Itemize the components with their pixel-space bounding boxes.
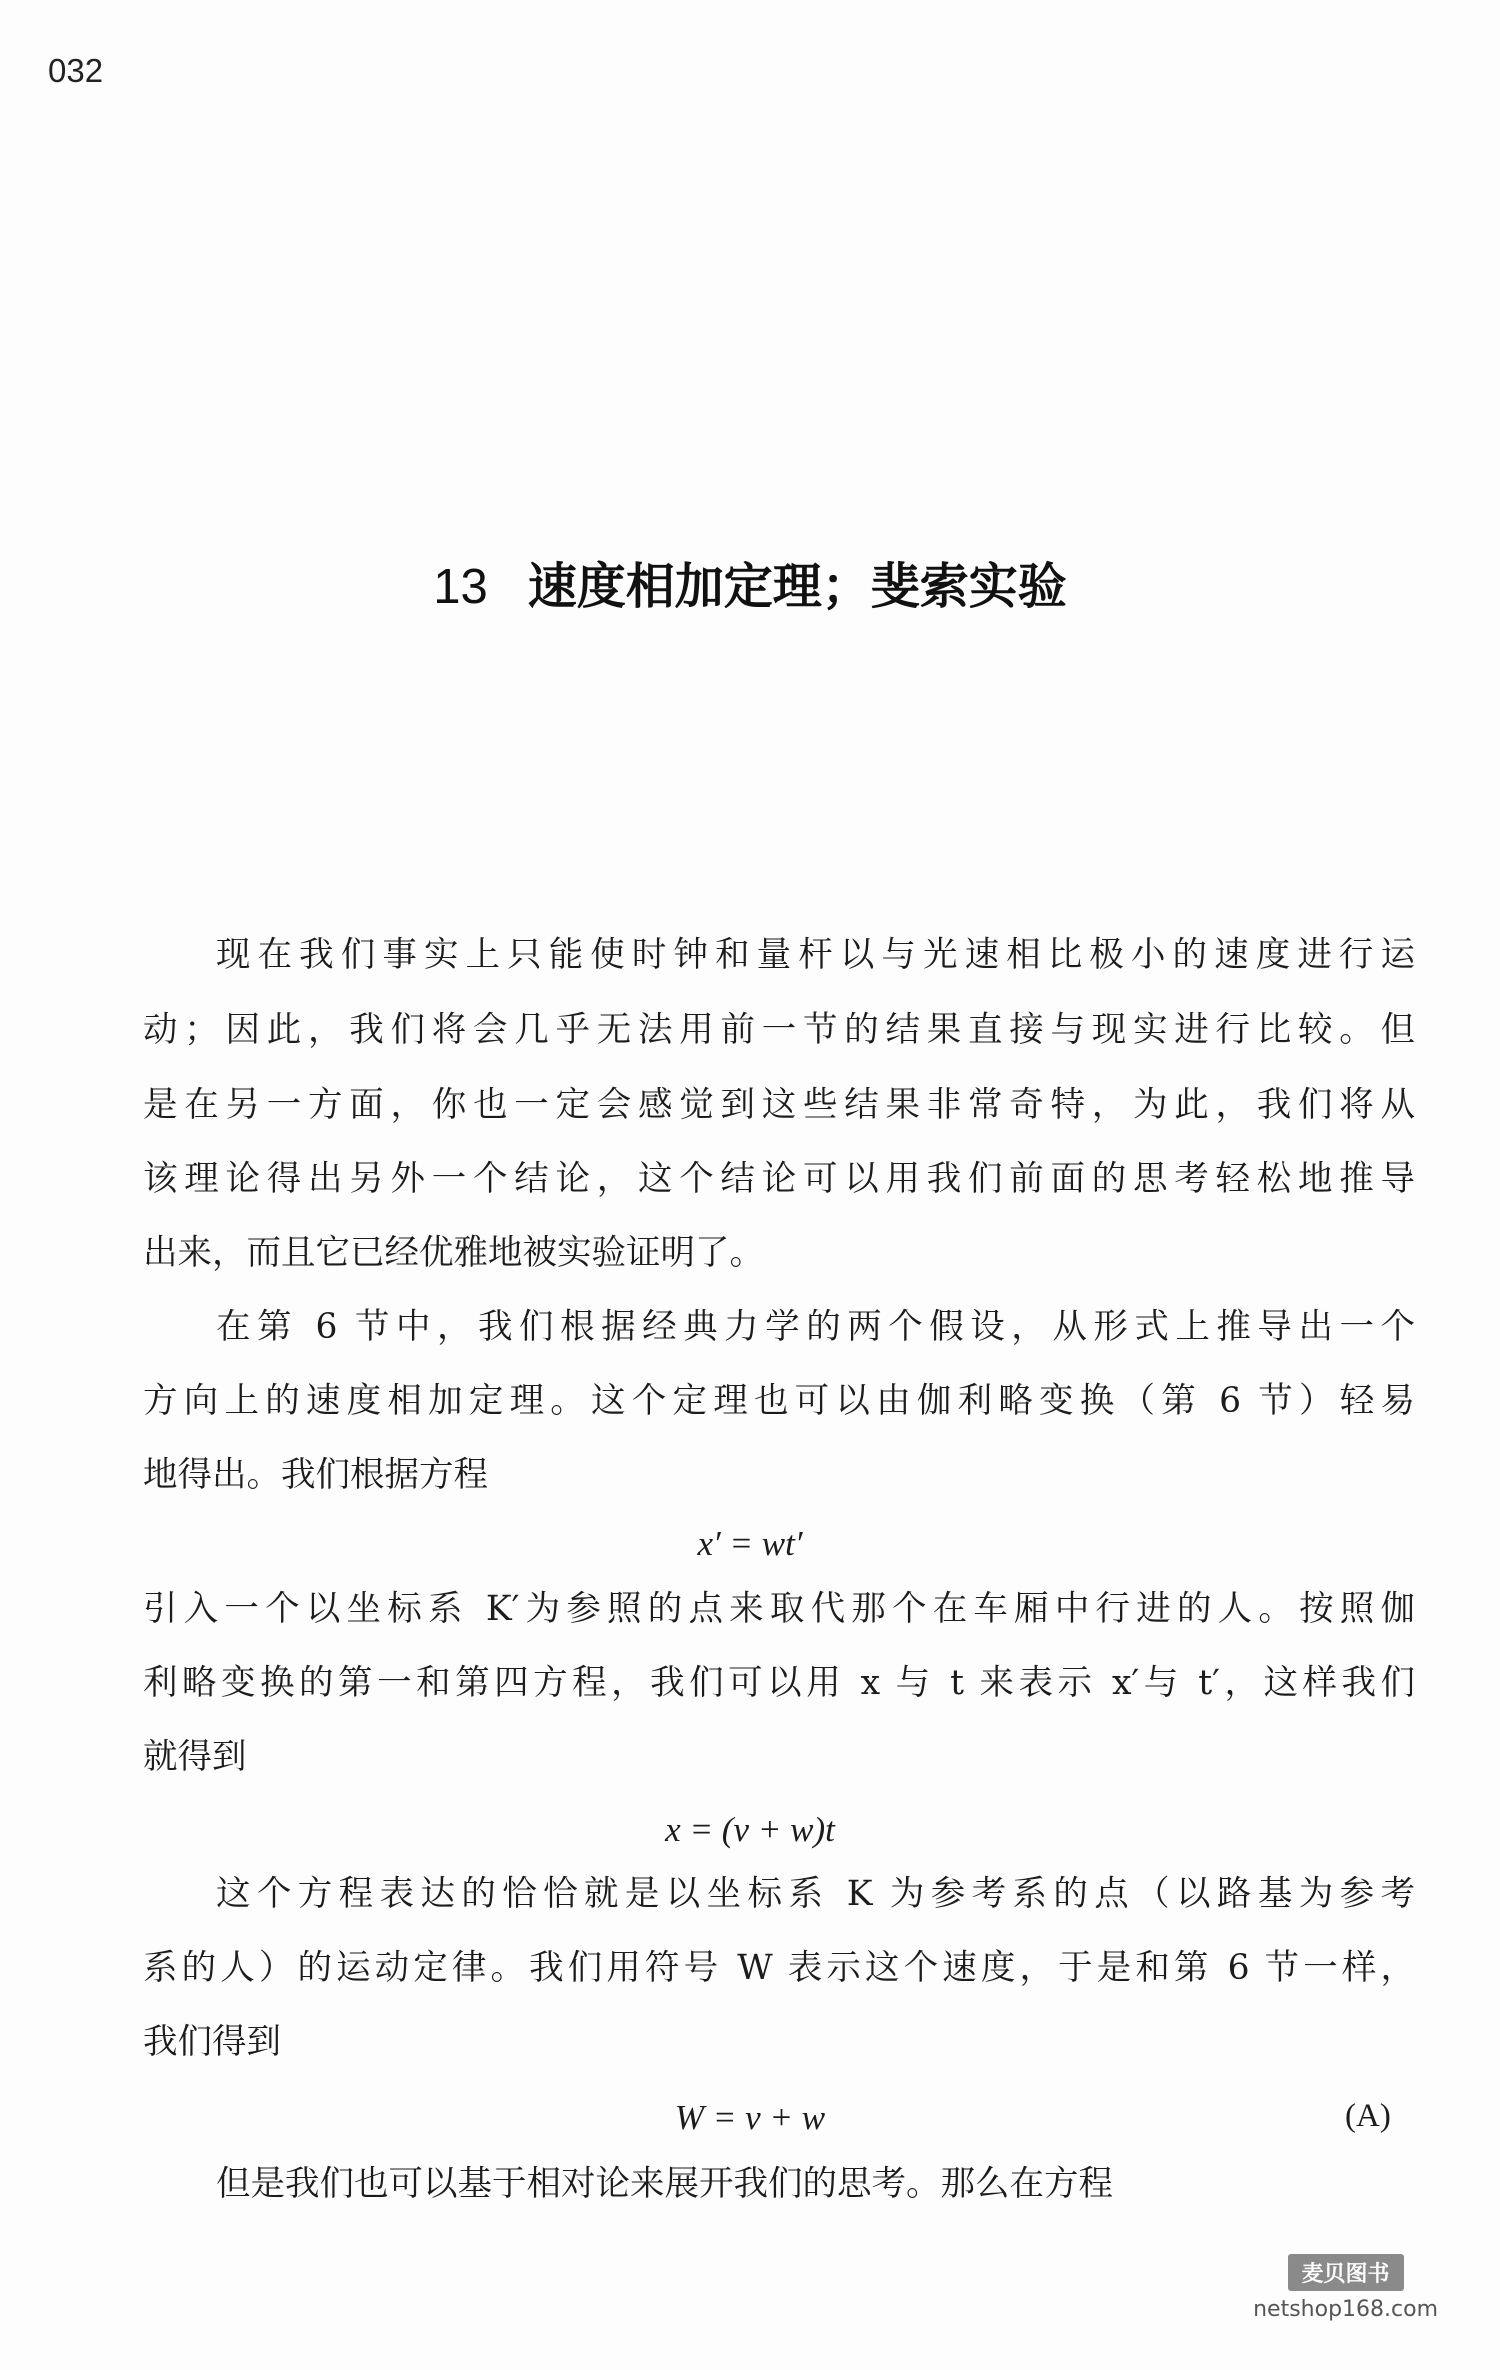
body-line: 该理论得出另外一个结论，这个结论可以用我们前面的思考轻松地推导 xyxy=(143,1159,1415,1199)
body-line: 现在我们事实上只能使时钟和量杆以与光速相比极小的速度进行运 xyxy=(216,935,1415,975)
body-line: 我们得到 xyxy=(143,2022,281,2062)
body-line: 就得到 xyxy=(143,1737,247,1777)
body-line: 地得出。我们根据方程 xyxy=(143,1455,488,1495)
equation-x: x = (v + w)t xyxy=(665,1810,835,1849)
page-number: 032 xyxy=(48,52,104,89)
equation-label: (A) xyxy=(1345,2098,1391,2134)
body-line: 利略变换的第一和第四方程，我们可以用 x 与 t 来表示 x′与 t′，这样我们 xyxy=(143,1663,1415,1703)
body-line: 这个方程表达的恰恰就是以坐标系 K 为参考系的点（以路基为参考 xyxy=(216,1874,1415,1914)
body-line: 系的人）的运动定律。我们用符号 W 表示这个速度，于是和第 6 节一样， xyxy=(143,1948,1415,1988)
body-line: 在第 6 节中，我们根据经典力学的两个假设，从形式上推导出一个 xyxy=(216,1307,1415,1347)
chapter-title-text: 速度相加定理；斐索实验 xyxy=(527,558,1067,615)
watermark-brand: 麦贝图书 xyxy=(1288,2254,1404,2291)
equation-x-prime: x′ = wt′ xyxy=(697,1524,803,1563)
watermark-url: netshop168.com xyxy=(1253,2297,1438,2322)
body-line: 方向上的速度相加定理。这个定理也可以由伽利略变换（第 6 节）轻易 xyxy=(143,1381,1415,1421)
body-line: 出来，而且它已经优雅地被实验证明了。 xyxy=(143,1233,764,1273)
body-line: 但是我们也可以基于相对论来展开我们的思考。那么在方程 xyxy=(216,2164,1113,2204)
watermark xyxy=(1253,2254,1438,2322)
body-line: 是在另一方面，你也一定会感觉到这些结果非常奇特，为此，我们将从 xyxy=(143,1085,1415,1125)
equation-w: W = v + w xyxy=(674,2098,826,2137)
body-line: 引入一个以坐标系 K′为参照的点来取代那个在车厢中行进的人。按照伽 xyxy=(143,1589,1415,1629)
chapter-number: 13 xyxy=(433,560,488,614)
body-line: 动；因此，我们将会几乎无法用前一节的结果直接与现实进行比较。但 xyxy=(143,1010,1415,1050)
chapter-title xyxy=(0,548,1500,618)
